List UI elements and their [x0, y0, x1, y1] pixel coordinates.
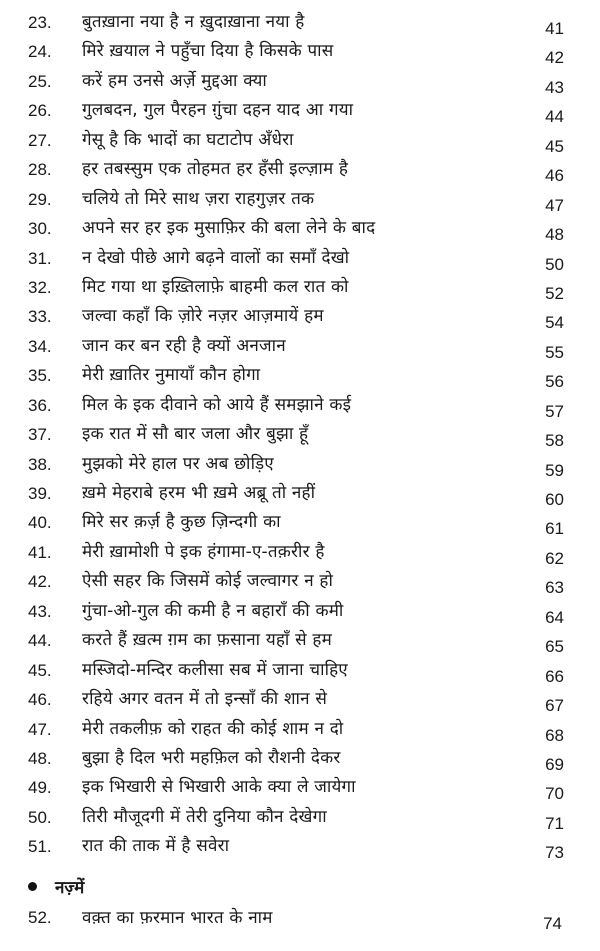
- entry-title: न देखो पीछे आगे बढ़ने वालों का समाँ देखो: [82, 247, 350, 268]
- toc-entry: [0, 903, 600, 933]
- entry-title: इक रात में सौ बार जला और बुझा हूँ: [82, 424, 309, 445]
- entry-number: 49.: [28, 778, 52, 798]
- toc-entry: [0, 302, 600, 331]
- entry-title: तिरी मौजूदगी में तेरी दुनिया कौन देखेगा: [82, 806, 327, 827]
- entry-number: 24.: [28, 42, 52, 62]
- entry-number: 32.: [28, 277, 52, 297]
- entry-page: 60: [545, 490, 564, 509]
- entry-number: 26.: [28, 101, 52, 121]
- entry-title: गेसू है कि भादों का घटाटोप अँधेरा: [82, 129, 294, 150]
- entry-number: 45.: [28, 660, 52, 680]
- entry-page: 44: [545, 107, 564, 127]
- entry-page: 54: [545, 313, 564, 333]
- entry-title: मुझको मेरे हाल पर अब छोड़िए: [82, 453, 274, 474]
- toc-entry: [0, 450, 600, 479]
- entry-number: 40.: [28, 513, 52, 533]
- entry-page: 41: [545, 19, 564, 38]
- entry-page: 62: [545, 548, 564, 568]
- toc-entry: [0, 567, 600, 596]
- entry-title: मिट गया था इख़्तिलाफ़े बाहमी कल रात को: [82, 276, 349, 297]
- toc-entry: [0, 420, 600, 449]
- table-of-contents: [0, 8, 600, 862]
- entry-number: 28.: [28, 160, 52, 180]
- entry-page: 67: [545, 696, 564, 716]
- toc-entry: [0, 37, 600, 66]
- entry-page: 42: [545, 48, 564, 68]
- section-heading: [28, 876, 84, 900]
- entry-title: जल्वा कहाँ कि ज़ोरे नज़र आज़मायें हम: [82, 306, 324, 327]
- entry-title: वक़्त का फ़रमान भारत के नाम: [82, 908, 273, 928]
- entry-page: 68: [545, 725, 564, 745]
- entry-page: 58: [545, 431, 564, 451]
- entry-number: 50.: [28, 807, 52, 827]
- entry-number: 52.: [28, 908, 52, 927]
- entry-title: ख़मे मेहराबे हरम भी ख़मे अब्रू तो नहीं: [82, 483, 316, 503]
- bullet-icon: [28, 882, 37, 891]
- entry-title: चलिये तो मिरे साथ ज़रा राहगुज़र तक: [82, 188, 315, 209]
- entry-number: 47.: [28, 719, 52, 739]
- entry-title: रहिये अगर वतन में तो इन्साँ की शान से: [82, 689, 328, 710]
- entry-page: 63: [545, 578, 564, 598]
- entry-number: 33.: [28, 307, 52, 327]
- toc-entry: [0, 8, 600, 37]
- entry-title: गुंचा-ओ-गुल की कमी है न बहाराँ की कमी: [82, 600, 344, 621]
- entry-page: 47: [545, 195, 564, 215]
- entry-page: 64: [545, 607, 564, 627]
- entry-page: 70: [545, 784, 564, 804]
- entry-number: 44.: [28, 631, 52, 651]
- entry-title: मेरी ख़ातिर नुमायाँ कौन होगा: [82, 365, 261, 386]
- entry-number: 41.: [28, 542, 52, 562]
- toc-entry: [0, 361, 600, 390]
- toc-entry: [0, 391, 600, 420]
- entry-page: 52: [545, 283, 564, 303]
- entry-title: गुलबदन, गुल पैरहन ग़ुंचा दहन याद आ गया: [82, 100, 354, 121]
- toc-entry: [0, 214, 600, 243]
- entry-title: हर तबस्सुम एक तोहमत हर हँसी इल्ज़ाम है: [82, 159, 349, 180]
- entry-number: 29.: [28, 189, 52, 209]
- entry-page: 61: [545, 519, 564, 539]
- toc-entry: [0, 832, 600, 861]
- toc-entry: [0, 744, 600, 773]
- entry-number: 37.: [28, 425, 52, 445]
- entry-number: 31.: [28, 248, 52, 268]
- toc-entry: [0, 155, 600, 184]
- toc-entry: [0, 508, 600, 537]
- entry-number: 39.: [28, 484, 52, 503]
- toc-entry: [0, 479, 600, 508]
- toc-entry: [0, 597, 600, 626]
- entry-page: 48: [545, 225, 564, 245]
- entry-title: जान कर बन रही है क्यों अनजान: [82, 335, 286, 356]
- toc-entry: [0, 803, 600, 832]
- toc-entry: [0, 538, 600, 567]
- entry-title: मेरी ख़ामोशी पे इक हंगामा-ए-तक़रीर है: [82, 541, 325, 562]
- section-title: नज़्में: [55, 878, 85, 898]
- entry-title: मेरी तकलीफ़ को राहत की कोई शाम न दो: [82, 718, 344, 739]
- entry-page: 59: [545, 460, 564, 480]
- entry-page: 73: [545, 843, 564, 863]
- entry-page: 55: [545, 342, 564, 362]
- entry-page: 74: [543, 914, 562, 933]
- toc-entry: [0, 656, 600, 685]
- toc-entry: [0, 626, 600, 655]
- entry-number: 23.: [28, 13, 52, 32]
- entry-title: इक भिखारी से भिखारी आके क्या ले जायेगा: [82, 777, 356, 798]
- entry-title: ऐसी सहर कि जिसमें कोई जल्वागर न हो: [82, 571, 334, 592]
- entry-page: 66: [545, 666, 564, 686]
- entry-title: बुझा है दिल भरी महफ़िल को रौशनी देकर: [82, 747, 341, 768]
- entry-number: 42.: [28, 572, 52, 592]
- entry-title: मस्जिदो-मन्दिर कलीसा सब में जाना चाहिए: [82, 659, 348, 680]
- entry-page: 71: [545, 813, 564, 833]
- entry-title: रात की ताक में है सवेरा: [82, 836, 230, 857]
- entry-number: 46.: [28, 690, 52, 710]
- entry-number: 34.: [28, 336, 52, 356]
- entry-number: 43.: [28, 601, 52, 621]
- entry-number: 36.: [28, 395, 52, 415]
- toc-entry: [0, 126, 600, 155]
- entry-title: करते हैं ख़त्म ग़म का फ़साना यहाँ से हम: [82, 630, 333, 651]
- entry-title: बुतख़ाना नया है न ख़ुदाख़ाना नया है: [82, 12, 305, 32]
- entry-title: करें हम उनसे अर्ज़े मुद्दआ क्या: [82, 70, 267, 91]
- entry-page: 69: [545, 754, 564, 774]
- entry-page: 50: [545, 254, 564, 274]
- entry-title: मिरे ख़याल ने पहुँचा दिया है किसके पास: [82, 41, 334, 62]
- entry-page: 57: [545, 401, 564, 421]
- toc-entry: [0, 67, 600, 96]
- entry-number: 30.: [28, 219, 52, 239]
- entry-number: 48.: [28, 748, 52, 768]
- entry-page: 45: [545, 136, 564, 156]
- toc-entry: [0, 244, 600, 273]
- entry-title: मिल के इक दीवाने को आये हैं समझाने कई: [82, 394, 352, 415]
- entry-page: 56: [545, 372, 564, 392]
- toc-entry: [0, 685, 600, 714]
- entry-title: मिरे सर क़र्ज़ है कुछ ज़िन्दगी का: [82, 512, 281, 533]
- entry-number: 25.: [28, 71, 52, 91]
- entry-number: 35.: [28, 366, 52, 386]
- toc-entry: [0, 773, 600, 802]
- toc-entry: [0, 332, 600, 361]
- entry-page: 46: [545, 166, 564, 186]
- entry-number: 38.: [28, 454, 52, 474]
- toc-entry: [0, 185, 600, 214]
- toc-entry: [0, 96, 600, 125]
- entry-number: 51.: [28, 837, 52, 857]
- toc-entry: [0, 273, 600, 302]
- entry-page: 43: [545, 77, 564, 97]
- entry-page: 65: [545, 637, 564, 657]
- entry-number: 27.: [28, 130, 52, 150]
- toc-entry: [0, 715, 600, 744]
- entry-title: अपने सर हर इक मुसाफ़िर की बला लेने के बाद: [82, 218, 376, 239]
